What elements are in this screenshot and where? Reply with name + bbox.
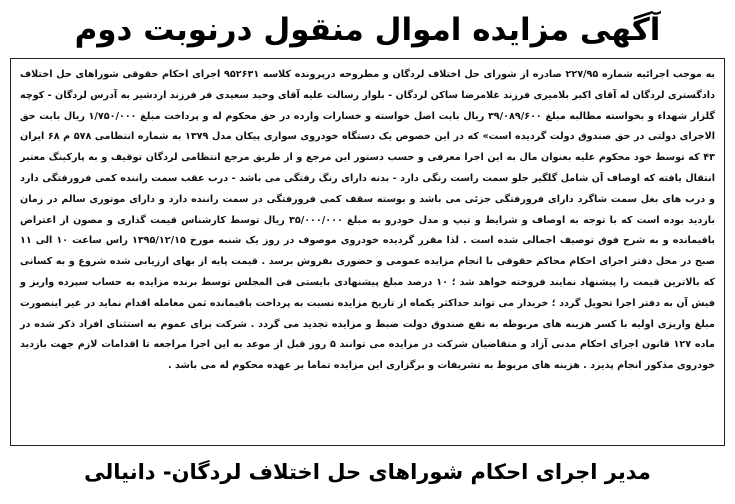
notice-signature: مدیر اجرای احکام شوراهای حل اختلاف لردگان- دانیالی — [84, 460, 651, 484]
notice-title: آگهی مزایده اموال منقول درنوبت دوم — [74, 12, 661, 48]
notice-body-text: به موجب اجرائیه شماره ۲۲۷/۹۵ صادره از شورای حل اختلاف لردگان و مطروحه درپرونده کلاسه ۹۵۲۶۳۱ اجرای احکام حقوقی شوراهای حل اختلاف دادگستری لردگان له آقای اکبر بلامیری فرزند غلامرضا ساکن لردگان - بلوار رسالت علیه آقای وحید سعیدی فر فرزند اردشیر به آدرس لردگان - کوچه گلزار شهداء و بخواسته مطالبه مبلغ ۳۹/۰۸۹/۶۰۰ ریال بابت اصل خواسته و خسارات وارده در حق محکوم له و پرداخت مبلغ ۱/۷۵۰/۰۰۰ ریال بابت حق الاجرای دولتی در حق صندوق دولت گردیده است» که در این خصوص یک دستگاه خودروی سواری پیکان مدل ۱۳۷۹ به شماره انتظامی ۵۷۸ م ۶۸ ایران ۴۳ که توسط خود محکوم علیه بعنوان مال به این اجرا معرفی و حسب دستور این مرجع و از طریق مرجع انتظامی لردگان توقیف و به پارکینگ معتبر انتقال یافته که اوصاف آن شامل گلگیر جلو سمت راست رنگی دارد - بدنه دارای رنگ رفتگی می باشد - درب عقب سمت راننده کمی فرورفتگی دارد و درب های بغل سمت شاگرد دارای فرورفتگی جزئی می باشد و بوسته سقف کمی فرورفتگی در سمت راننده دارد و دارای موتوری سالم در زمان بازدید بوده است که با توجه به اوصاف و شرایط و تیپ و مدل خودرو به مبلغ ۳۵/۰۰۰/۰۰۰ ریال توسط کارشناس قیمت گذاری و مصون از اعتراض باقیمانده و به شرح فوق توصیف اجمالی شده است . لذا مقرر گردیده خودروی موصوف در روز یک شنبه مورخ ۱۳۹۵/۱۲/۱۵ راس ساعت ۱۰ الی ۱۱ صبح در محل دفتر اجرای احکام محاکم حقوقی با انجام مزایده عمومی و حضوری بفروش برسد . قیمت پایه از بهای ارزیابی شده شروع و به کسانی که بالاترین قیمت را پیشنهاد نمایند فروخته خواهد شد ؛ ۱۰ درصد مبلغ پیشنهادی بایستی فی المجلس توسط برنده مزایده به حساب سپرده واریز و فیش آن به دفتر اجرا تحویل گردد ؛ خریدار می تواند حداکثر یکماه از تاریخ مزایده نسبت به پرداخت باقیمانده ثمن معامله اقدام نماید در غیر اینصورت مبلغ واریزی اولیه با کسر هزینه های مربوطه به نفع صندوق دولت ضبط و مزایده تجدید می گردد . شرکت برای عموم به استثنای افراد ذکر شده در ماده ۱۲۷ قانون اجرای احکام مدنی آزاد و متقاضیان شرکت در مزایده می توانند ۵ روز قبل از موعد به این اجرا مراجعه تا اقدامات لازم جهت بازدید خودروی مذکور انجام پذیرد . هزینه های مربوط به تشریفات و برگزاری این مزایده تماما بر عهده محکوم له می باشد . — [20, 69, 716, 372]
notice-body-frame — [10, 58, 725, 446]
